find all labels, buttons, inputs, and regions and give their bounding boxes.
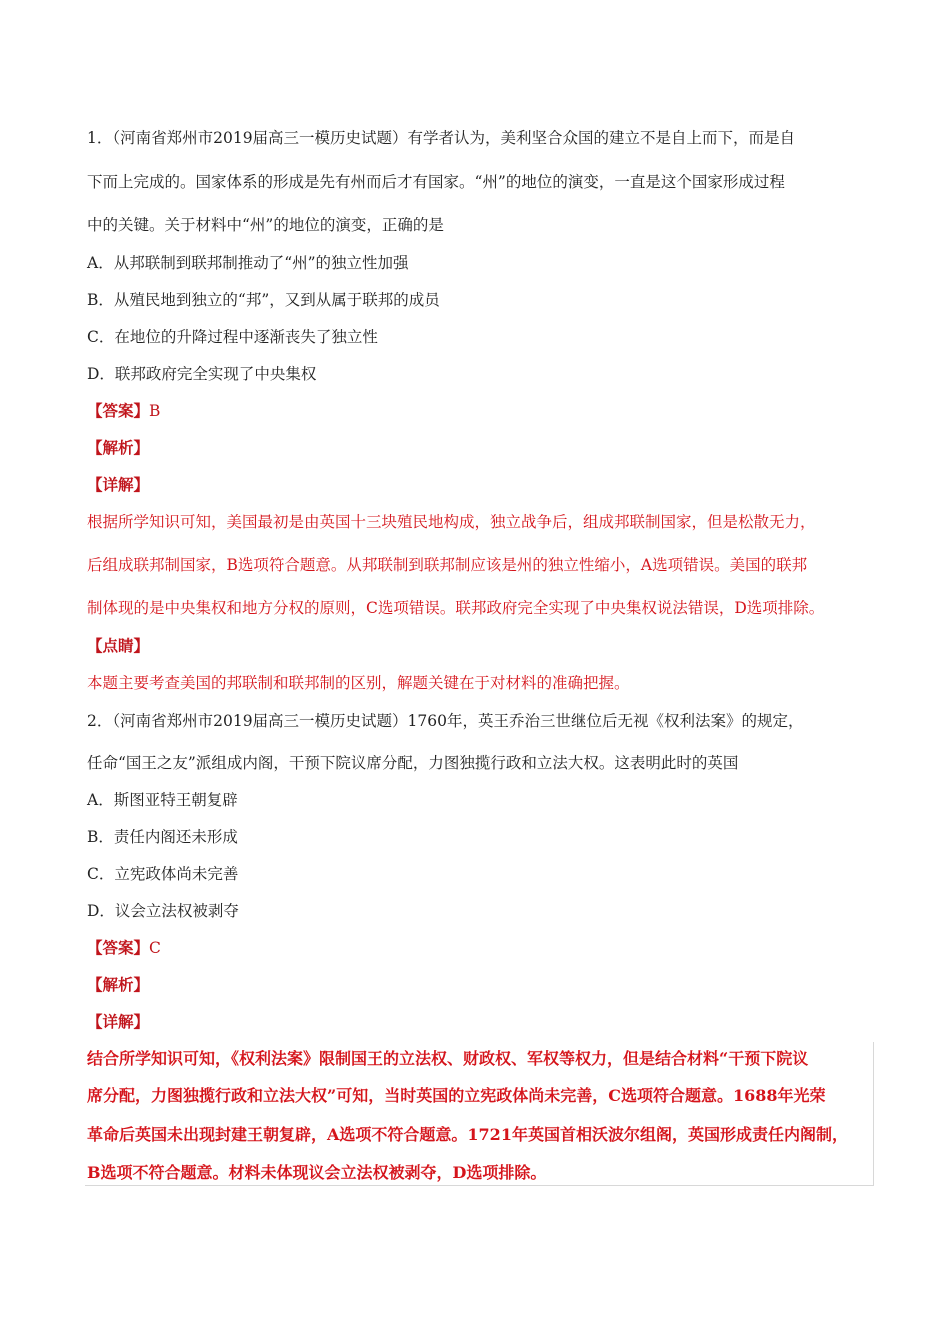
q1-option-d: D．联邦政府完全实现了中央集权 xyxy=(87,365,317,383)
q2-option-a: A．斯图亚特王朝复辟 xyxy=(87,791,238,809)
q1-answer xyxy=(87,401,160,421)
q2-answer xyxy=(87,938,161,958)
q1-detail-line-2: 后组成联邦制国家，B选项符合题意。从邦联制到联邦制应该是州的独立性缩小，A选项错误。美国的联邦 xyxy=(87,556,808,574)
q2-option-d: D．议会立法权被剥夺 xyxy=(87,902,239,920)
q1-answer-value: B xyxy=(149,402,161,420)
q2-detail-tag: 【详解】 xyxy=(87,1012,150,1031)
q2-detail-line-4: B选项不符合题意。材料未体现议会立法权被剥夺，D选项排除。 xyxy=(87,1163,547,1182)
q2-option-c: C．立宪政体尚未完善 xyxy=(87,865,239,883)
q2-detail-line-2: 席分配，力图独揽行政和立法大权”可知，当时英国的立宪政体尚未完善，C选项符合题意。1688年光荣 xyxy=(87,1086,826,1105)
q1-answer-tag: 【答案】 xyxy=(87,401,150,420)
q1-comment: 本题主要考查美国的邦联制和联邦制的区别，解题关键在于对材料的准确把握。 xyxy=(87,674,630,692)
q1-option-a: A．从邦联制到联邦制推动了“州”的独立性加强 xyxy=(87,254,409,272)
q1-comment-tag: 【点睛】 xyxy=(87,636,150,655)
q1-stem-line-3: 中的关键。关于材料中“州”的地位的演变，正确的是 xyxy=(87,216,444,234)
q2-answer-tag: 【答案】 xyxy=(87,938,150,957)
q2-option-b: B．责任内阁还未形成 xyxy=(87,828,238,846)
q1-option-b: B．从殖民地到独立的“邦”，又到从属于联邦的成员 xyxy=(87,291,440,309)
q2-stem-line-2: 任命“国王之友”派组成内阁，干预下院议席分配，力图独揽行政和立法大权。这表明此时的英国 xyxy=(87,754,739,772)
q2-analysis-tag: 【解析】 xyxy=(87,975,150,994)
q2-answer-value: C xyxy=(149,939,161,957)
q1-stem-line-2: 下而上完成的。国家体系的形成是先有州而后才有国家。“州”的地位的演变，一直是这个国家形成过程 xyxy=(87,173,785,191)
q1-analysis-tag: 【解析】 xyxy=(87,438,150,457)
q1-detail-tag: 【详解】 xyxy=(87,475,150,494)
q2-stem-line-1: 2．（河南省郑州市2019届高三一模历史试题）1760年，英王乔治三世继位后无视《权利法案》的规定， xyxy=(87,712,804,730)
q1-detail-line-1: 根据所学知识可知，美国最初是由英国十三块殖民地构成，独立战争后，组成邦联制国家，但是松散无力， xyxy=(87,513,816,531)
q1-option-c: C．在地位的升降过程中逐渐丧失了独立性 xyxy=(87,328,378,346)
q2-detail-line-1: 结合所学知识可知，《权利法案》限制国王的立法权、财政权、军权等权力，但是结合材料“干预下院议 xyxy=(87,1049,809,1068)
q2-detail-line-3: 革命后英国未出现封建王朝复辟，A选项不符合题意。1721年英国首相沃波尔组阁，英国形成责任内阁制， xyxy=(87,1125,848,1144)
q1-detail-line-3: 制体现的是中央集权和地方分权的原则，C选项错误。联邦政府完全实现了中央集权说法错误，D选项排除。 xyxy=(87,599,825,617)
q1-stem-line-1: 1．（河南省郑州市2019届高三一模历史试题）有学者认为，美利坚合众国的建立不是自上而下，而是自 xyxy=(87,129,796,147)
